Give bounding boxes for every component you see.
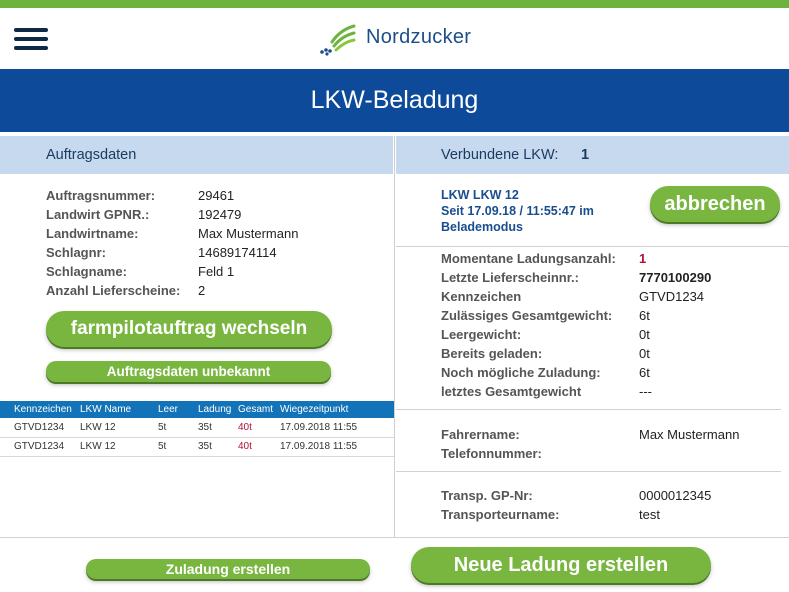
col-header: Leer [158,404,179,415]
remaining-capacity-label: Noch mögliche Zuladung: [441,365,601,380]
divider [396,409,781,410]
change-farmpilot-order-button[interactable]: farmpilotauftrag wechseln [46,311,332,347]
table-cell: LKW 12 [80,441,116,452]
license-plate-label: Kennzeichen [441,289,522,304]
current-load-count-value: 1 [639,251,647,266]
table-cell: GTVD1234 [14,422,65,433]
farmer-gpnr-label: Landwirt GPNR.: [46,207,150,222]
order-section-title: Auftragsdaten [46,147,137,163]
order-section-header [0,136,393,174]
table-cell: 35t [198,422,212,433]
footer-divider [0,537,789,538]
last-gross-weight-value: --- [639,384,652,399]
current-load-count-label: Momentane Ladungsanzahl: [441,251,616,266]
farmer-gpnr-value: 192479 [198,207,242,222]
farmer-name-value: Max Mustermann [198,226,299,241]
field-number-value: 14689174114 [198,245,277,260]
max-gross-weight-value: 6t [639,308,650,323]
divider [396,471,781,472]
last-delivery-note-label: Letzte Lieferscheinnr.: [441,270,579,285]
last-gross-weight-label: letztes Gesamtgewicht [441,384,582,399]
remaining-capacity-value: 6t [639,365,650,380]
truck-status [441,187,631,235]
menu-icon[interactable] [14,26,48,52]
nordzucker-logo-icon [318,22,358,56]
table-cell: 5t [158,441,167,452]
max-gross-weight-label: Zulässiges Gesamtgewicht: [441,308,613,323]
col-header: LKW Name [80,404,132,415]
connected-trucks-count: 1 [581,147,590,163]
create-additional-load-button[interactable]: Zuladung erstellen [86,559,370,579]
phone-number-label: Telefonnummer: [441,446,542,461]
field-number-label: Schlagnr: [46,245,106,260]
cancel-button[interactable]: abbrechen [650,186,780,222]
order-data-unknown-button[interactable]: Auftragsdaten unbekannt [46,361,331,382]
transport-gp-number-value: 0000012345 [639,488,712,503]
transporter-name-label: Transporteurname: [441,507,560,522]
transport-gp-number-label: Transp. GP-Nr: [441,488,533,503]
table-cell: 17.09.2018 11:55 [280,422,358,433]
transporter-name-value: test [639,507,660,522]
truck-load-mode-since: Seit 17.09.18 / 11:55:47 im Belademodus [441,204,594,234]
table-cell: 35t [198,441,212,452]
top-accent-bar [0,0,789,8]
col-header: Ladung [198,404,232,415]
empty-weight-label: Leergewicht: [441,327,522,342]
driver-name-value: Max Mustermann [639,427,740,442]
last-delivery-note-value: 7770100290 [639,270,712,285]
page-title: LKW-Beladung [0,69,789,132]
table-cell: 17.09.2018 11:55 [280,441,358,452]
field-name-label: Schlagname: [46,264,127,279]
col-header: Wiegezeitpunkt [280,404,349,415]
table-cell: 40t [238,422,252,433]
divider [396,246,789,247]
app-header [0,8,789,69]
order-number-label: Auftragsnummer: [46,188,156,203]
table-cell: LKW 12 [80,422,116,433]
column-divider [394,136,395,538]
create-new-load-button[interactable]: Neue Ladung erstellen [411,547,711,583]
field-name-value: Feld 1 [198,264,235,279]
table-row[interactable] [0,438,394,457]
col-header: Gesamt [238,404,274,415]
trucks-section-header [396,136,789,174]
driver-name-label: Fahrername: [441,427,520,442]
table-cell: 40t [238,441,252,452]
order-number-value: 29461 [198,188,235,203]
delivery-note-count-value: 2 [198,283,206,298]
truck-name: LKW LKW 12 [441,188,519,202]
table-cell: 5t [158,422,167,433]
table-row[interactable] [0,419,394,438]
table-cell: GTVD1234 [14,441,65,452]
delivery-note-count-label: Anzahl Lieferscheine: [46,283,181,298]
already-loaded-value: 0t [639,346,650,361]
brand-name: Nordzucker [366,26,472,48]
weighing-table-header [0,401,394,418]
license-plate-value: GTVD1234 [639,289,705,304]
farmer-name-label: Landwirtname: [46,226,139,241]
col-header: Kennzeichen [14,404,72,415]
empty-weight-value: 0t [639,327,650,342]
connected-trucks-label: Verbundene LKW: [441,147,559,163]
already-loaded-label: Bereits geladen: [441,346,543,361]
